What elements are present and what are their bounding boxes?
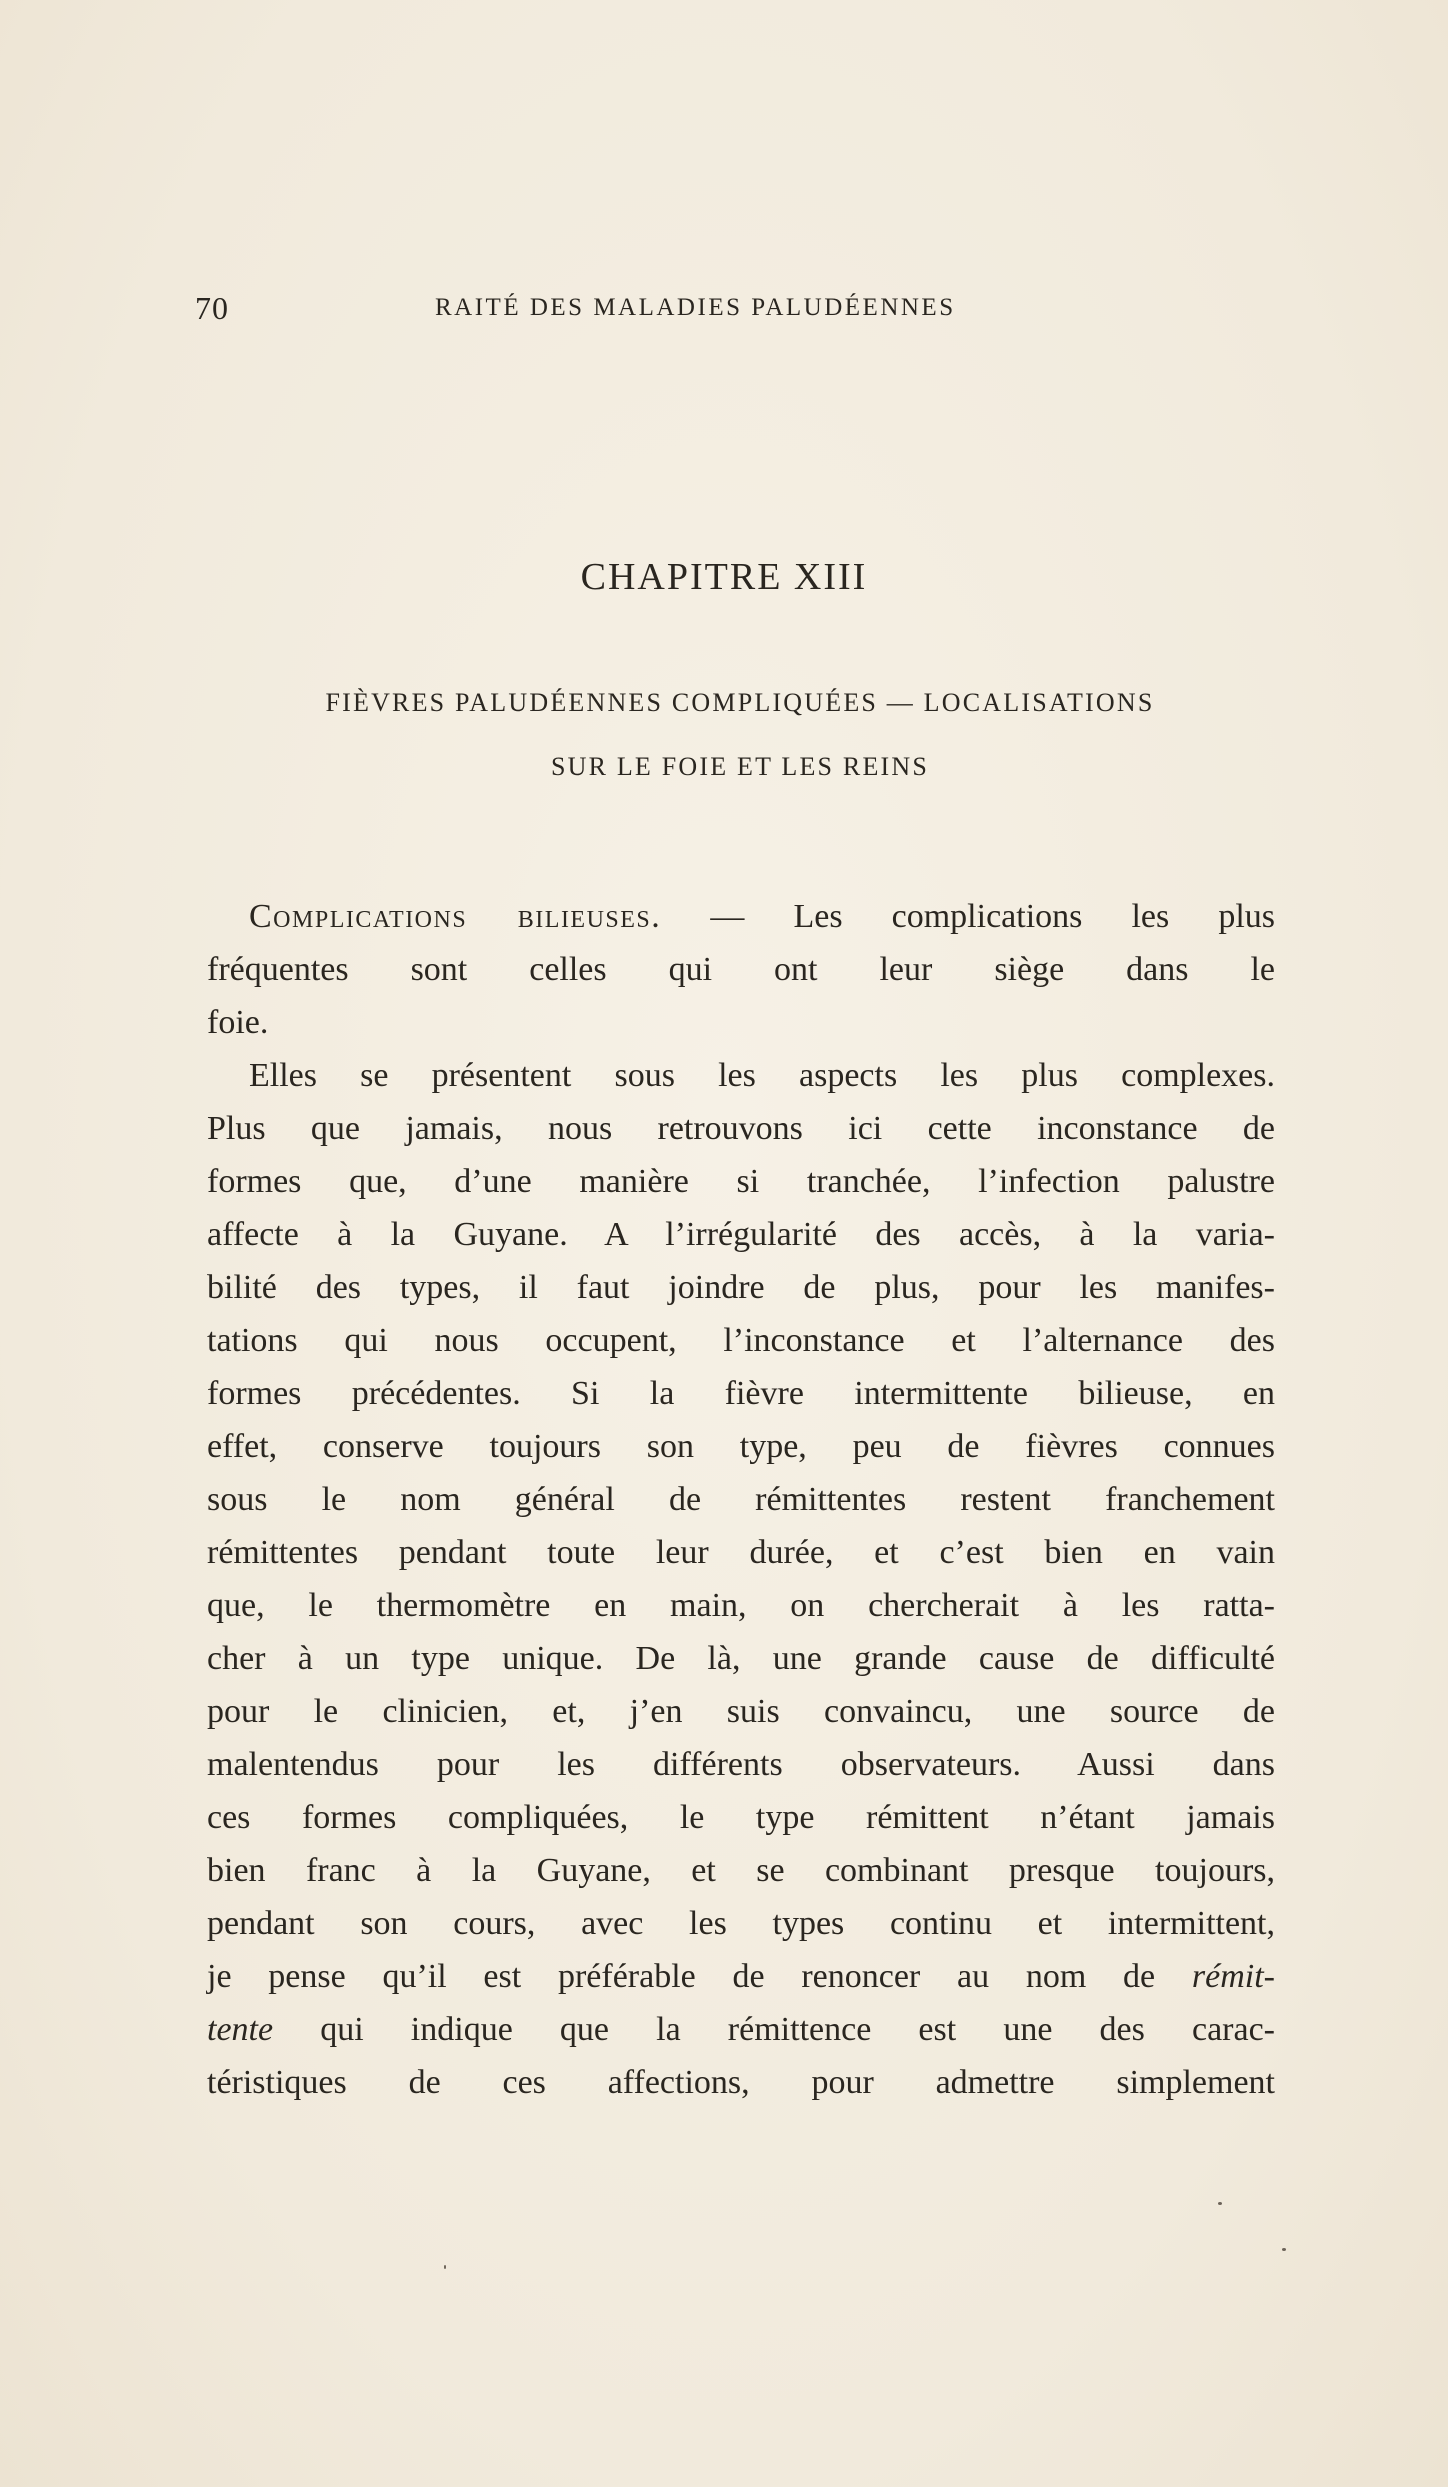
paragraph-2-line-11: que, le thermomètre en main, on chercherait à les ratta- xyxy=(207,1587,1275,1624)
paragraph-2-line-9: sous le nom général de rémittentes restent franchement xyxy=(207,1481,1275,1518)
paragraph-2-line-7: formes précédentes. Si la fièvre intermittente bilieuse, en xyxy=(207,1375,1275,1412)
body-text xyxy=(207,890,1275,2109)
italic-term: tente xyxy=(207,2011,274,2048)
paragraph-2-line-15: ces formes compliquées, le type rémittent n’étant jamais xyxy=(207,1799,1275,1836)
paragraph-2-line-5: bilité des types, il faut joindre de plus, pour les manifes- xyxy=(207,1269,1275,1306)
paragraph-2-line-2: Plus que jamais, nous retrouvons ici cette inconstance de xyxy=(207,1110,1275,1147)
paragraph-2-line-16: bien franc à la Guyane, et se combinant presque toujours, xyxy=(207,1852,1275,1889)
paragraph-2-line-3: formes que, d’une manière si tranchée, l’infection palustre xyxy=(207,1163,1275,1200)
paragraph-2-line-17: pendant son cours, avec les types continu et intermittent, xyxy=(207,1905,1275,1942)
paper-speck xyxy=(444,2265,446,2269)
chapter-subtitle-line-2: SUR LE FOIE ET LES REINS xyxy=(550,752,930,781)
paragraph-2-line-13: pour le clinicien, et, j’en suis convaincu, une source de xyxy=(207,1693,1275,1730)
paragraph-2-line-14: malentendus pour les différents observateurs. Aussi dans xyxy=(207,1746,1275,1783)
chapter-title: CHAPITRE XIII xyxy=(580,556,868,598)
paragraph-2-line-18 xyxy=(207,1950,1275,2003)
text-run: je pense qu’il est préférable de renoncer au nom de xyxy=(207,1958,1156,1995)
section-run-in-heading: Complications bilieuses. xyxy=(249,898,662,935)
paragraph-2-line-10: rémittentes pendant toute leur durée, et c’est bien en vain xyxy=(207,1534,1275,1571)
paragraph-2-line-1: Elles se présentent sous les aspects les plus complexes. xyxy=(249,1057,1275,1094)
paragraph-2-line-4: affecte à la Guyane. A l’irrégularité des accès, à la varia- xyxy=(207,1216,1275,1253)
paper-speck xyxy=(1218,2202,1222,2205)
italic-term: rémit- xyxy=(1191,1958,1275,1995)
paragraph-1-line-1 xyxy=(207,890,1275,943)
paragraph-2-line-12: cher à un type unique. De là, une grande cause de difficulté xyxy=(207,1640,1275,1677)
paragraph-2-line-6: tations qui nous occupent, l’inconstance et l’alternance des xyxy=(207,1322,1275,1359)
paragraph-2-line-8: effet, conserve toujours son type, peu de fièvres connues xyxy=(207,1428,1275,1465)
paragraph-1-line-2: fréquentes sont celles qui ont leur siège dans le xyxy=(207,951,1275,988)
text-run: qui indique que la rémittence est une des carac- xyxy=(320,2011,1276,2048)
paper-speck xyxy=(1282,2248,1286,2251)
page-number: 70 xyxy=(195,290,229,326)
running-head xyxy=(195,290,1275,330)
paragraph-2-line-20: téristiques de ces affections, pour admettre simplement xyxy=(207,2064,1275,2101)
text-run: — Les complications les plus xyxy=(710,898,1275,935)
chapter-subtitle-line-1: FIÈVRES PALUDÉENNES COMPLIQUÉES — LOCALISATIONS xyxy=(325,688,1155,717)
paragraph-2-line-19 xyxy=(207,2003,1275,2056)
running-title: RAITÉ DES MALADIES PALUDÉENNES xyxy=(435,294,956,321)
paragraph-1-line-3: foie. xyxy=(207,1004,269,1041)
